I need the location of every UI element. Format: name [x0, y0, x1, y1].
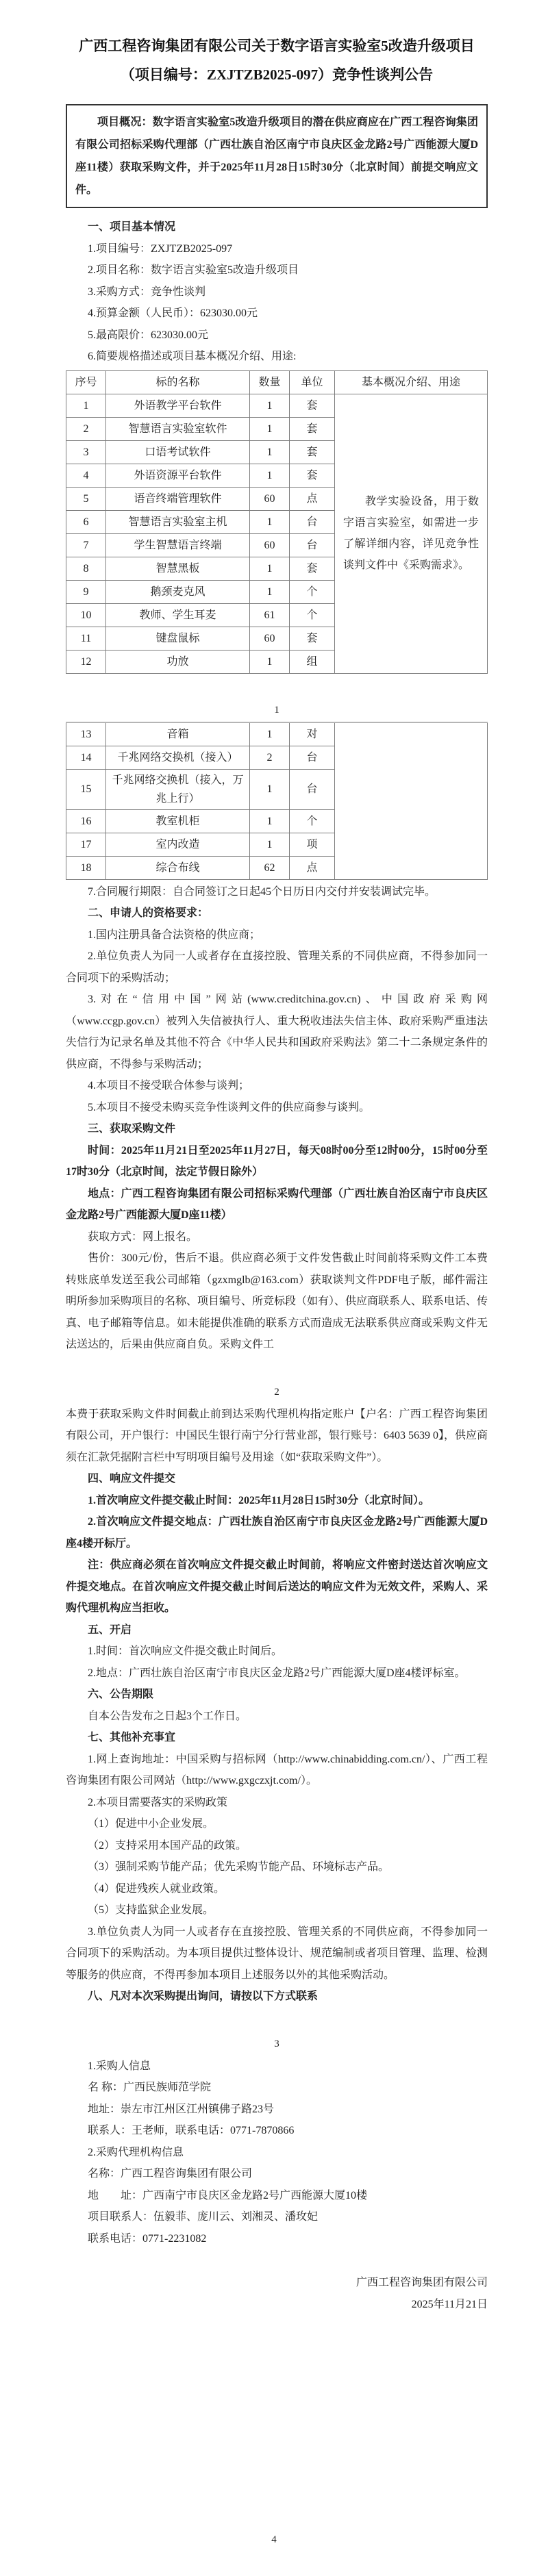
- paragraph: 联系电话：0771-2231082: [88, 2232, 207, 2245]
- cell-seq-no: 7: [66, 533, 106, 557]
- page-number-3: 3: [274, 2038, 279, 2049]
- cell-unit: 个: [290, 603, 335, 627]
- signature-date: 2025年11月21日: [411, 2298, 488, 2310]
- paragraph: 5.本项目不接受未购买竞争性谈判文件的供应商参与谈判。: [88, 1101, 371, 1113]
- cell-item-name: 功放: [106, 650, 250, 673]
- paragraph: 地址：崇左市江州区江州镇佛子路23号: [88, 2103, 275, 2115]
- paragraph: 名称：广西工程咨询集团有限公司: [88, 2168, 253, 2180]
- cell-quantity: 62: [250, 856, 290, 879]
- section-2-heading: 二、申请人的资格要求：: [88, 907, 209, 919]
- cell-item-name: 音箱: [106, 722, 250, 746]
- project-overview-text: 项目概况：数字语言实验室5改造升级项目的潜在供应商应在广西工程咨询集团有限公司招标采购代理部（广西壮族自治区南宁市良庆区金龙路2号广西能源大厦D座11楼）获取采购文件，并于2025年11月28日15时30分（北京时间）前提交响应文件。: [75, 116, 478, 196]
- cell-quantity: 1: [250, 394, 290, 417]
- cell-item-name: 学生智慧语言终端: [106, 533, 250, 557]
- paragraph: （2）支持采用本国产品的政策。: [88, 1839, 247, 1852]
- cell-seq-no: 3: [66, 440, 106, 464]
- cell-quantity: 1: [250, 464, 290, 487]
- cell-unit: 台: [290, 746, 335, 769]
- paragraph: 自本公告发布之日起3个工作日。: [88, 1710, 247, 1722]
- paragraph: 6.简要规格描述或项目基本概况介绍、用途:: [88, 351, 297, 362]
- cell-seq-no: 13: [66, 722, 106, 746]
- cell-quantity: 1: [250, 510, 290, 533]
- cell-item-name: 千兆网络交换机（接入，万兆上行）: [106, 769, 250, 809]
- cell-quantity: 61: [250, 603, 290, 627]
- cell-unit: 台: [290, 769, 335, 809]
- document-body: [66, 216, 488, 2315]
- paragraph: 2.地点：广西壮族自治区南宁市良庆区金龙路2号广西能源大厦D座4楼评标室。: [88, 1667, 466, 1679]
- column-header: 序号: [66, 370, 106, 394]
- cell-item-name: 智慧语言实验室主机: [106, 510, 250, 533]
- column-header: 标的名称: [106, 370, 250, 394]
- section-7-heading: 七、其他补充事宜: [88, 1732, 176, 1743]
- cell-item-name: 智慧语言实验室软件: [106, 417, 250, 440]
- section-1-heading: 一、项目基本情况: [88, 221, 176, 233]
- paragraph: （4）促进残疾人就业政策。: [88, 1882, 225, 1895]
- paragraph: 时间：2025年11月21日至2025年11月27日，每天08时00分至12时00分，15时00分至17时30分（北京时间，法定节假日除外）: [66, 1144, 488, 1178]
- paragraph: 本费于获取采购文件时间截止前到达采购代理机构指定账户【户名：广西工程咨询集团有限公司，开户银行：中国民生银行南宁分行营业部，银行账号：6403 5639 0】，供应商须在汇款凭据附言栏中写明项目编号及用途（如“获取采购文件”）。: [66, 1408, 488, 1463]
- cell-item-name: 教室机柜: [106, 809, 250, 833]
- page-number-4: 4: [271, 2534, 277, 2545]
- paragraph: 名 称：广西民族师范学院: [88, 2082, 212, 2093]
- cell-quantity: 1: [250, 440, 290, 464]
- paragraph: 5.最高限价：623030.00元: [88, 329, 209, 341]
- section-8-heading: 八、凡对本次采购提出询问，请按以下方式联系: [88, 1991, 319, 2002]
- table-row: [66, 722, 488, 746]
- page-number-1: 1: [274, 704, 279, 716]
- paragraph: 2.首次响应文件提交地点：广西壮族自治区南宁市良庆区金龙路2号广西能源大厦D座4楼开标厅。: [66, 1516, 488, 1550]
- cell-seq-no: 18: [66, 856, 106, 879]
- column-header: 数量: [250, 370, 290, 394]
- page-number-2: 2: [274, 1386, 279, 1398]
- cell-quantity: 1: [250, 809, 290, 833]
- paragraph: 3.单位负责人为同一人或者存在直接控股、管理关系的不同供应商，不得参加同一合同项下的采购活动。为本项目提供过整体设计、规范编制或者项目管理、监理、检测等服务的供应商，不得再参加本项目上述服务以外的其他采购活动。: [66, 1925, 488, 1981]
- cell-quantity: 1: [250, 722, 290, 746]
- cell-unit: 点: [290, 487, 335, 510]
- paragraph: 4.预算金额（人民币）：623030.00元: [88, 307, 258, 319]
- paragraph: （3）强制采购节能产品；优先采购节能产品、环境标志产品。: [88, 1861, 390, 1873]
- paragraph: 1.时间：首次响应文件提交截止时间后。: [88, 1645, 283, 1657]
- spacer: [66, 2249, 488, 2272]
- paragraph: 2.单位负责人为同一人或者存在直接控股、管理关系的不同供应商，不得参加同一合同项下的采购活动；: [66, 950, 488, 984]
- cell-quantity: 1: [250, 417, 290, 440]
- cell-unit: 项: [290, 833, 335, 856]
- section-4-heading: 四、响应文件提交: [88, 1473, 176, 1485]
- cell-seq-no: 5: [66, 487, 106, 510]
- paragraph: 1.国内注册具备合法资格的供应商；: [88, 929, 261, 941]
- cell-unit: 个: [290, 809, 335, 833]
- paragraph: 地点：广西工程咨询集团有限公司招标采购代理部（广西壮族自治区南宁市良庆区金龙路2号广西能源大厦D座11楼）: [66, 1187, 488, 1221]
- cell-seq-no: 1: [66, 394, 106, 417]
- cell-seq-no: 16: [66, 809, 106, 833]
- cell-unit: 点: [290, 856, 335, 879]
- paragraph: 1.项目编号：ZXJTZB2025-097: [88, 242, 233, 255]
- cell-quantity: 1: [250, 833, 290, 856]
- column-header: 单位: [290, 370, 335, 394]
- title-line-1: 广西工程咨询集团有限公司关于数字语言实验室5改造升级项目: [79, 38, 475, 54]
- paragraph: 1.首次响应文件提交截止时间：2025年11月28日15时30分（北京时间）。: [88, 1494, 430, 1506]
- paragraph: 7.合同履行期限：自合同签订之日起45个日历日内交付并安装调试完毕。: [88, 885, 436, 898]
- section-3-heading: 三、获取采购文件: [88, 1123, 176, 1135]
- paragraph: 2.本项目需要落实的采购政策: [88, 1796, 228, 1808]
- title-line-2: （项目编号：ZXJTZB2025-097）竞争性谈判公告: [120, 66, 434, 83]
- table-header-row: [66, 370, 488, 394]
- cell-seq-no: 15: [66, 769, 106, 809]
- cell-description: 教学实验设备，用于数字语言实验室，如需进一步了解详细内容，详见竞争性谈判文件中《采购需求》。: [335, 394, 488, 673]
- cell-seq-no: 6: [66, 510, 106, 533]
- paragraph: （1）促进中小企业发展。: [88, 1818, 214, 1830]
- cell-unit: 套: [290, 440, 335, 464]
- section-5-heading: 五、开启: [88, 1624, 132, 1636]
- paragraph: 2.采购代理机构信息: [88, 2146, 184, 2158]
- cell-quantity: 60: [250, 533, 290, 557]
- paragraph: 联系人：王老师，联系电话：0771-7870866: [88, 2125, 295, 2136]
- cell-unit: 台: [290, 510, 335, 533]
- cell-seq-no: 14: [66, 746, 106, 769]
- cell-quantity: 60: [250, 487, 290, 510]
- paragraph: 项目联系人：伍毅菲、庞川云、刘湘灵、潘玫妃: [88, 2211, 319, 2223]
- paragraph: 2.项目名称：数字语言实验室5改造升级项目: [88, 264, 299, 276]
- table-row: [66, 394, 488, 417]
- cell-seq-no: 11: [66, 627, 106, 650]
- cell-seq-no: 2: [66, 417, 106, 440]
- paragraph: 售价：300元/份，售后不退。供应商必须于文件发售截止时间前将采购文件工本费转账底单发送至我公司邮箱（gzxmglb@163.com）获取谈判文件PDF电子版，邮件需注明所参加采购项目的名称、项目编号、所竞标段（如有）、供应商联系人、联系电话、传真、电子邮箱等信息。如未能提供准确的联系方式而造成无法联系供应商或采购文件无法送达的，后果由供应商自负。采购文件工: [66, 1252, 488, 1350]
- paragraph: 1.采购人信息: [88, 2060, 151, 2072]
- paragraph: （5）支持监狱企业发展。: [88, 1904, 214, 1916]
- cell-unit: 套: [290, 627, 335, 650]
- cell-quantity: 1: [250, 650, 290, 673]
- paragraph: 地 址：广西南宁市良庆区金龙路2号广西能源大厦10楼: [88, 2189, 368, 2201]
- cell-seq-no: 8: [66, 557, 106, 580]
- procurement-items-table: [66, 370, 488, 674]
- cell-item-name: 智慧黑板: [106, 557, 250, 580]
- cell-quantity: 1: [250, 580, 290, 603]
- cell-seq-no: 9: [66, 580, 106, 603]
- cell-unit: 套: [290, 464, 335, 487]
- cell-item-name: 鹅颈麦克风: [106, 580, 250, 603]
- cell-item-name: 语音终端管理软件: [106, 487, 250, 510]
- cell-item-name: 口语考试软件: [106, 440, 250, 464]
- cell-item-name: 外语资源平台软件: [106, 464, 250, 487]
- cell-quantity: 2: [250, 746, 290, 769]
- paragraph: 4.本项目不接受联合体参与谈判；: [88, 1080, 250, 1091]
- paragraph: 3.对在“信用中国”网站(www.creditchina.gov.cn)、中国政府采购网（www.ccgp.gov.cn）被列入失信被执行人、重大税收违法失信主体、政府采购严重违法失信行为记录名单及其他不符合《中华人民共和国政府采购法》第二十二条规定条件的供应商，不得参与采购活动；: [66, 994, 488, 1070]
- paragraph: 3.采购方式：竞争性谈判: [88, 286, 206, 298]
- cell-item-name: 外语教学平台软件: [106, 394, 250, 417]
- cell-unit: 套: [290, 557, 335, 580]
- cell-seq-no: 17: [66, 833, 106, 856]
- cell-seq-no: 12: [66, 650, 106, 673]
- cell-item-name: 千兆网络交换机（接入）: [106, 746, 250, 769]
- paragraph: 获取方式：网上报名。: [88, 1230, 198, 1243]
- cell-description: [335, 722, 488, 880]
- cell-unit: 对: [290, 722, 335, 746]
- cell-item-name: 键盘鼠标: [106, 627, 250, 650]
- cell-seq-no: 10: [66, 603, 106, 627]
- cell-item-name: 综合布线: [106, 856, 250, 879]
- cell-item-name: 室内改造: [106, 833, 250, 856]
- document-title: [66, 31, 488, 89]
- section-6-heading: 六、公告期限: [88, 1689, 154, 1700]
- cell-quantity: 1: [250, 557, 290, 580]
- project-overview-box: [66, 104, 488, 208]
- cell-unit: 个: [290, 580, 335, 603]
- cell-unit: 台: [290, 533, 335, 557]
- procurement-items-table-continued: [66, 722, 488, 880]
- cell-unit: 套: [290, 417, 335, 440]
- paragraph: 注：供应商必须在首次响应文件提交截止时间前，将响应文件密封送达首次响应文件提交地点。在首次响应文件提交截止时间后送达的响应文件为无效文件，采购人、采购代理机构应当拒收。: [66, 1559, 488, 1614]
- cell-unit: 套: [290, 394, 335, 417]
- paragraph: 1.网上查询地址：中国采购与招标网（http://www.chinabidding.com.cn/）、广西工程咨询集团有限公司网站（http://www.gxgczxjt.com/）。: [66, 1753, 488, 1786]
- cell-seq-no: 4: [66, 464, 106, 487]
- cell-item-name: 教师、学生耳麦: [106, 603, 250, 627]
- cell-unit: 组: [290, 650, 335, 673]
- signature-company: 广西工程咨询集团有限公司: [356, 2277, 488, 2288]
- cell-quantity: 1: [250, 769, 290, 809]
- column-header: 基本概况介绍、用途: [335, 370, 488, 394]
- cell-quantity: 60: [250, 627, 290, 650]
